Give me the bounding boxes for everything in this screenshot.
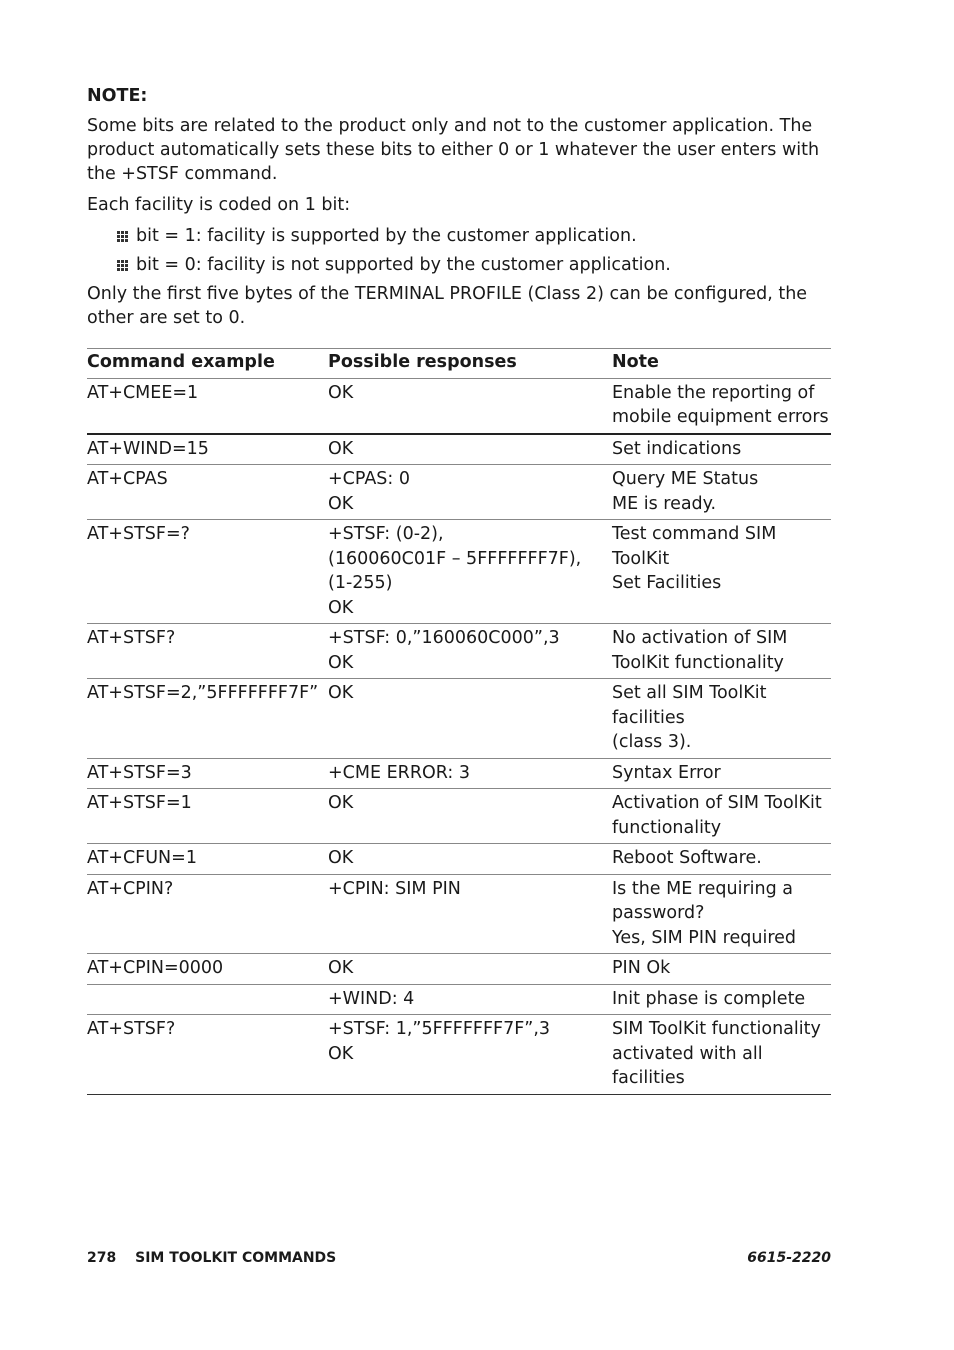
response-line: (160060C01F – 5FFFFFFF7F),	[328, 548, 582, 569]
note-cell	[612, 984, 831, 1015]
note-line: Set all SIM ToolKit facilities	[612, 683, 767, 728]
table-row	[87, 1015, 831, 1095]
response-line: +STSF: 0,”160060C000”,3	[328, 628, 560, 648]
table-body	[87, 378, 831, 1094]
command-cell: AT+CMEE=1	[87, 382, 199, 403]
note-cell	[612, 1015, 831, 1095]
command-cell: AT+CPAS	[87, 469, 168, 489]
note-cell	[612, 378, 831, 434]
page-content	[87, 84, 831, 1095]
note-line: functionality	[612, 817, 722, 838]
note-line: Yes, SIM PIN required	[612, 927, 796, 948]
note-line: ToolKit functionality	[612, 652, 784, 673]
note-line: PIN Ok	[612, 958, 671, 978]
response-line: +STSF: (0-2),	[328, 524, 444, 544]
note-line: Set Facilities	[612, 573, 722, 593]
command-cell: AT+STSF=2,”5FFFFFFF7F”	[87, 683, 319, 703]
table-row	[87, 984, 831, 1015]
response-line: OK	[328, 493, 354, 514]
command-cell: AT+STSF?	[87, 1019, 176, 1039]
table-row	[87, 465, 831, 520]
note-line: mobile equipment errors	[612, 407, 829, 427]
note-cell	[612, 434, 831, 465]
column-header-command: Command example	[87, 349, 328, 379]
command-cell: AT+CFUN=1	[87, 848, 197, 868]
note-line: Reboot Software.	[612, 848, 762, 868]
note-cell	[612, 954, 831, 985]
command-cell	[87, 984, 328, 1015]
note-line: password?	[612, 903, 705, 923]
response-cell	[328, 679, 612, 759]
command-cell: AT+CPIN?	[87, 878, 174, 899]
table-row	[87, 624, 831, 679]
note-cell	[612, 789, 831, 844]
command-cell: AT+CPIN=0000	[87, 958, 224, 978]
response-cell	[328, 1015, 612, 1095]
response-cell	[328, 378, 612, 434]
facility-coding-text: Each facility is coded on 1 bit:	[87, 195, 351, 215]
response-cell	[328, 434, 612, 465]
section-title: SIM TOOLKIT COMMANDS	[135, 1250, 337, 1266]
document-code: 6615-2220	[747, 1250, 831, 1266]
note-cell	[612, 520, 831, 624]
note-line: Init phase is complete	[612, 988, 806, 1009]
note-heading: NOTE:	[87, 86, 148, 106]
note-cell	[612, 679, 831, 759]
note-line: Syntax Error	[612, 762, 721, 783]
note-line: No activation of SIM	[612, 628, 788, 648]
table-row	[87, 679, 831, 759]
page-number: 278	[87, 1250, 117, 1266]
command-cell: AT+WIND=15	[87, 438, 209, 459]
response-line: OK	[328, 1043, 354, 1064]
note-line: ME is ready.	[612, 493, 717, 514]
table-row	[87, 434, 831, 465]
table-row	[87, 789, 831, 844]
table-row	[87, 844, 831, 875]
response-line: OK	[328, 848, 354, 868]
table-row	[87, 874, 831, 954]
response-cell	[328, 789, 612, 844]
response-cell	[328, 954, 612, 985]
note-line: Is the ME requiring a	[612, 878, 794, 899]
note-cell	[612, 874, 831, 954]
response-cell	[328, 758, 612, 789]
response-line: OK	[328, 793, 354, 813]
list-item-text: bit = 1: facility is supported by the customer application.	[136, 226, 637, 246]
table-row	[87, 378, 831, 434]
command-cell: AT+STSF=?	[87, 524, 190, 544]
note-cell	[612, 758, 831, 789]
page-footer	[87, 1250, 831, 1266]
table-row	[87, 758, 831, 789]
note-cell	[612, 465, 831, 520]
note-line: SIM ToolKit functionality	[612, 1019, 821, 1039]
note-line: Set indications	[612, 438, 742, 459]
response-line: OK	[328, 683, 354, 703]
response-cell	[328, 465, 612, 520]
note-cell	[612, 624, 831, 679]
note-paragraph: Some bits are related to the product only and not to the customer application. The product automatically sets these bits to either 0 or 1 whatever the user enters with the +STSF command.	[87, 116, 820, 184]
column-header-note: Note	[612, 349, 831, 379]
response-line: OK	[328, 382, 354, 403]
table-row	[87, 954, 831, 985]
response-line: +CME ERROR: 3	[328, 762, 470, 783]
note-line: Query ME Status	[612, 469, 759, 489]
response-cell	[328, 874, 612, 954]
response-line: OK	[328, 958, 354, 978]
list-item	[117, 224, 831, 248]
response-line: OK	[328, 438, 354, 459]
response-cell	[328, 624, 612, 679]
response-line: OK	[328, 652, 354, 673]
list-item-text: bit = 0: facility is not supported by the customer application.	[136, 255, 671, 275]
response-line: OK	[328, 597, 354, 618]
command-cell: AT+STSF=3	[87, 762, 192, 783]
response-line: +WIND: 4	[328, 988, 415, 1009]
command-cell: AT+STSF=1	[87, 793, 192, 813]
list-item	[117, 253, 831, 277]
bullet-icon	[117, 260, 128, 271]
note-line: Test command SIM ToolKit	[612, 524, 777, 569]
terminal-profile-text: Only the first five bytes of the TERMINAL PROFILE (Class 2) can be configured, the other are set to 0.	[87, 284, 808, 328]
response-line: +CPAS: 0	[328, 469, 410, 489]
command-cell: AT+STSF?	[87, 628, 176, 648]
response-line: (1-255)	[328, 573, 393, 593]
response-line: +CPIN: SIM PIN	[328, 878, 461, 899]
note-line: (class 3).	[612, 732, 692, 752]
note-cell	[612, 844, 831, 875]
bullet-icon	[117, 231, 128, 242]
response-cell	[328, 984, 612, 1015]
note-line: Enable the reporting of	[612, 382, 815, 403]
note-line: activated with all facilities	[612, 1043, 763, 1088]
command-example-table	[87, 348, 831, 1095]
response-cell	[328, 844, 612, 875]
note-line: Activation of SIM ToolKit	[612, 793, 822, 813]
table-row	[87, 520, 831, 624]
bit-list	[87, 224, 831, 277]
response-cell	[328, 520, 612, 624]
response-line: +STSF: 1,”5FFFFFFF7F”,3	[328, 1019, 551, 1039]
column-header-responses: Possible responses	[328, 349, 612, 379]
table-header-row	[87, 349, 831, 379]
